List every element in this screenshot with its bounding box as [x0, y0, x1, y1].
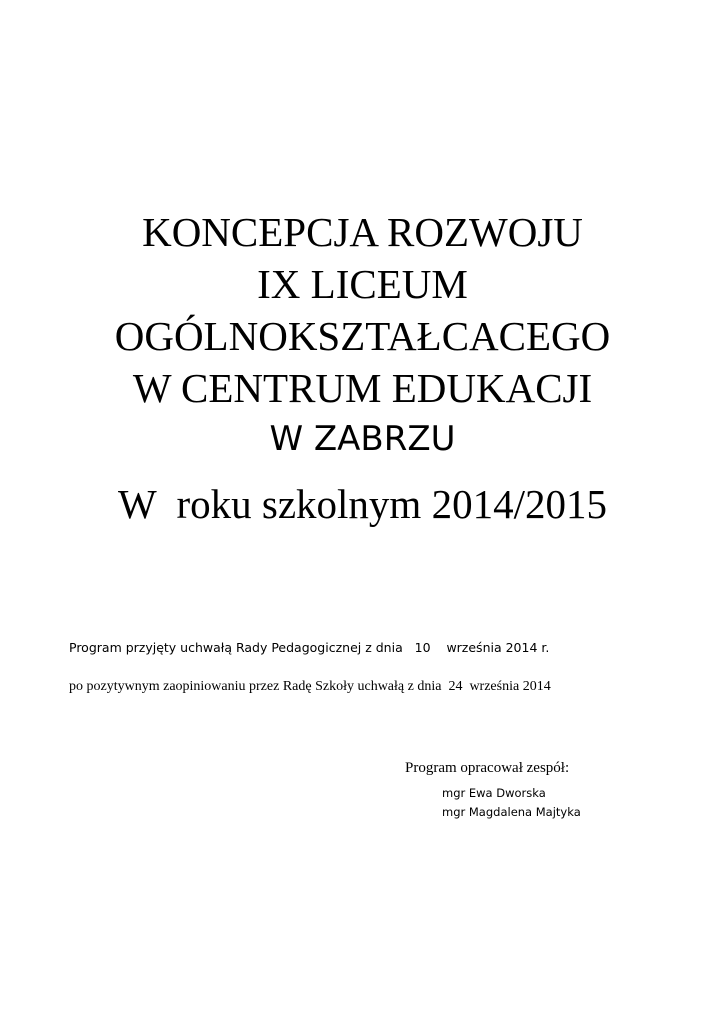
team-member: mgr Ewa Dworska	[442, 786, 546, 800]
team-member: mgr Magdalena Majtyka	[442, 805, 581, 819]
title-line-1: KONCEPCJA ROZWOJU	[142, 209, 583, 255]
title-line-4: W CENTRUM EDUKACJI	[132, 365, 593, 411]
title-line-3: OGÓLNOKSZTAŁCACEGO	[114, 313, 611, 359]
team-list	[442, 784, 581, 822]
school-year: W roku szkolnym 2014/2015	[118, 481, 607, 527]
opinion-statement: po pozytywnym zaopiniowaniu przez Radę Szkoły uchwałą z dnia 24 września 2014	[69, 679, 551, 694]
adoption-statement: Program przyjęty uchwałą Rady Pedagogicznej z dnia 10 września 2014 r.	[69, 640, 550, 655]
title-city: W ZABRZU	[269, 419, 456, 459]
document-title	[0, 206, 725, 464]
team-heading: Program opracował zespół:	[405, 760, 570, 776]
title-line-2: IX LICEUM	[257, 261, 468, 307]
